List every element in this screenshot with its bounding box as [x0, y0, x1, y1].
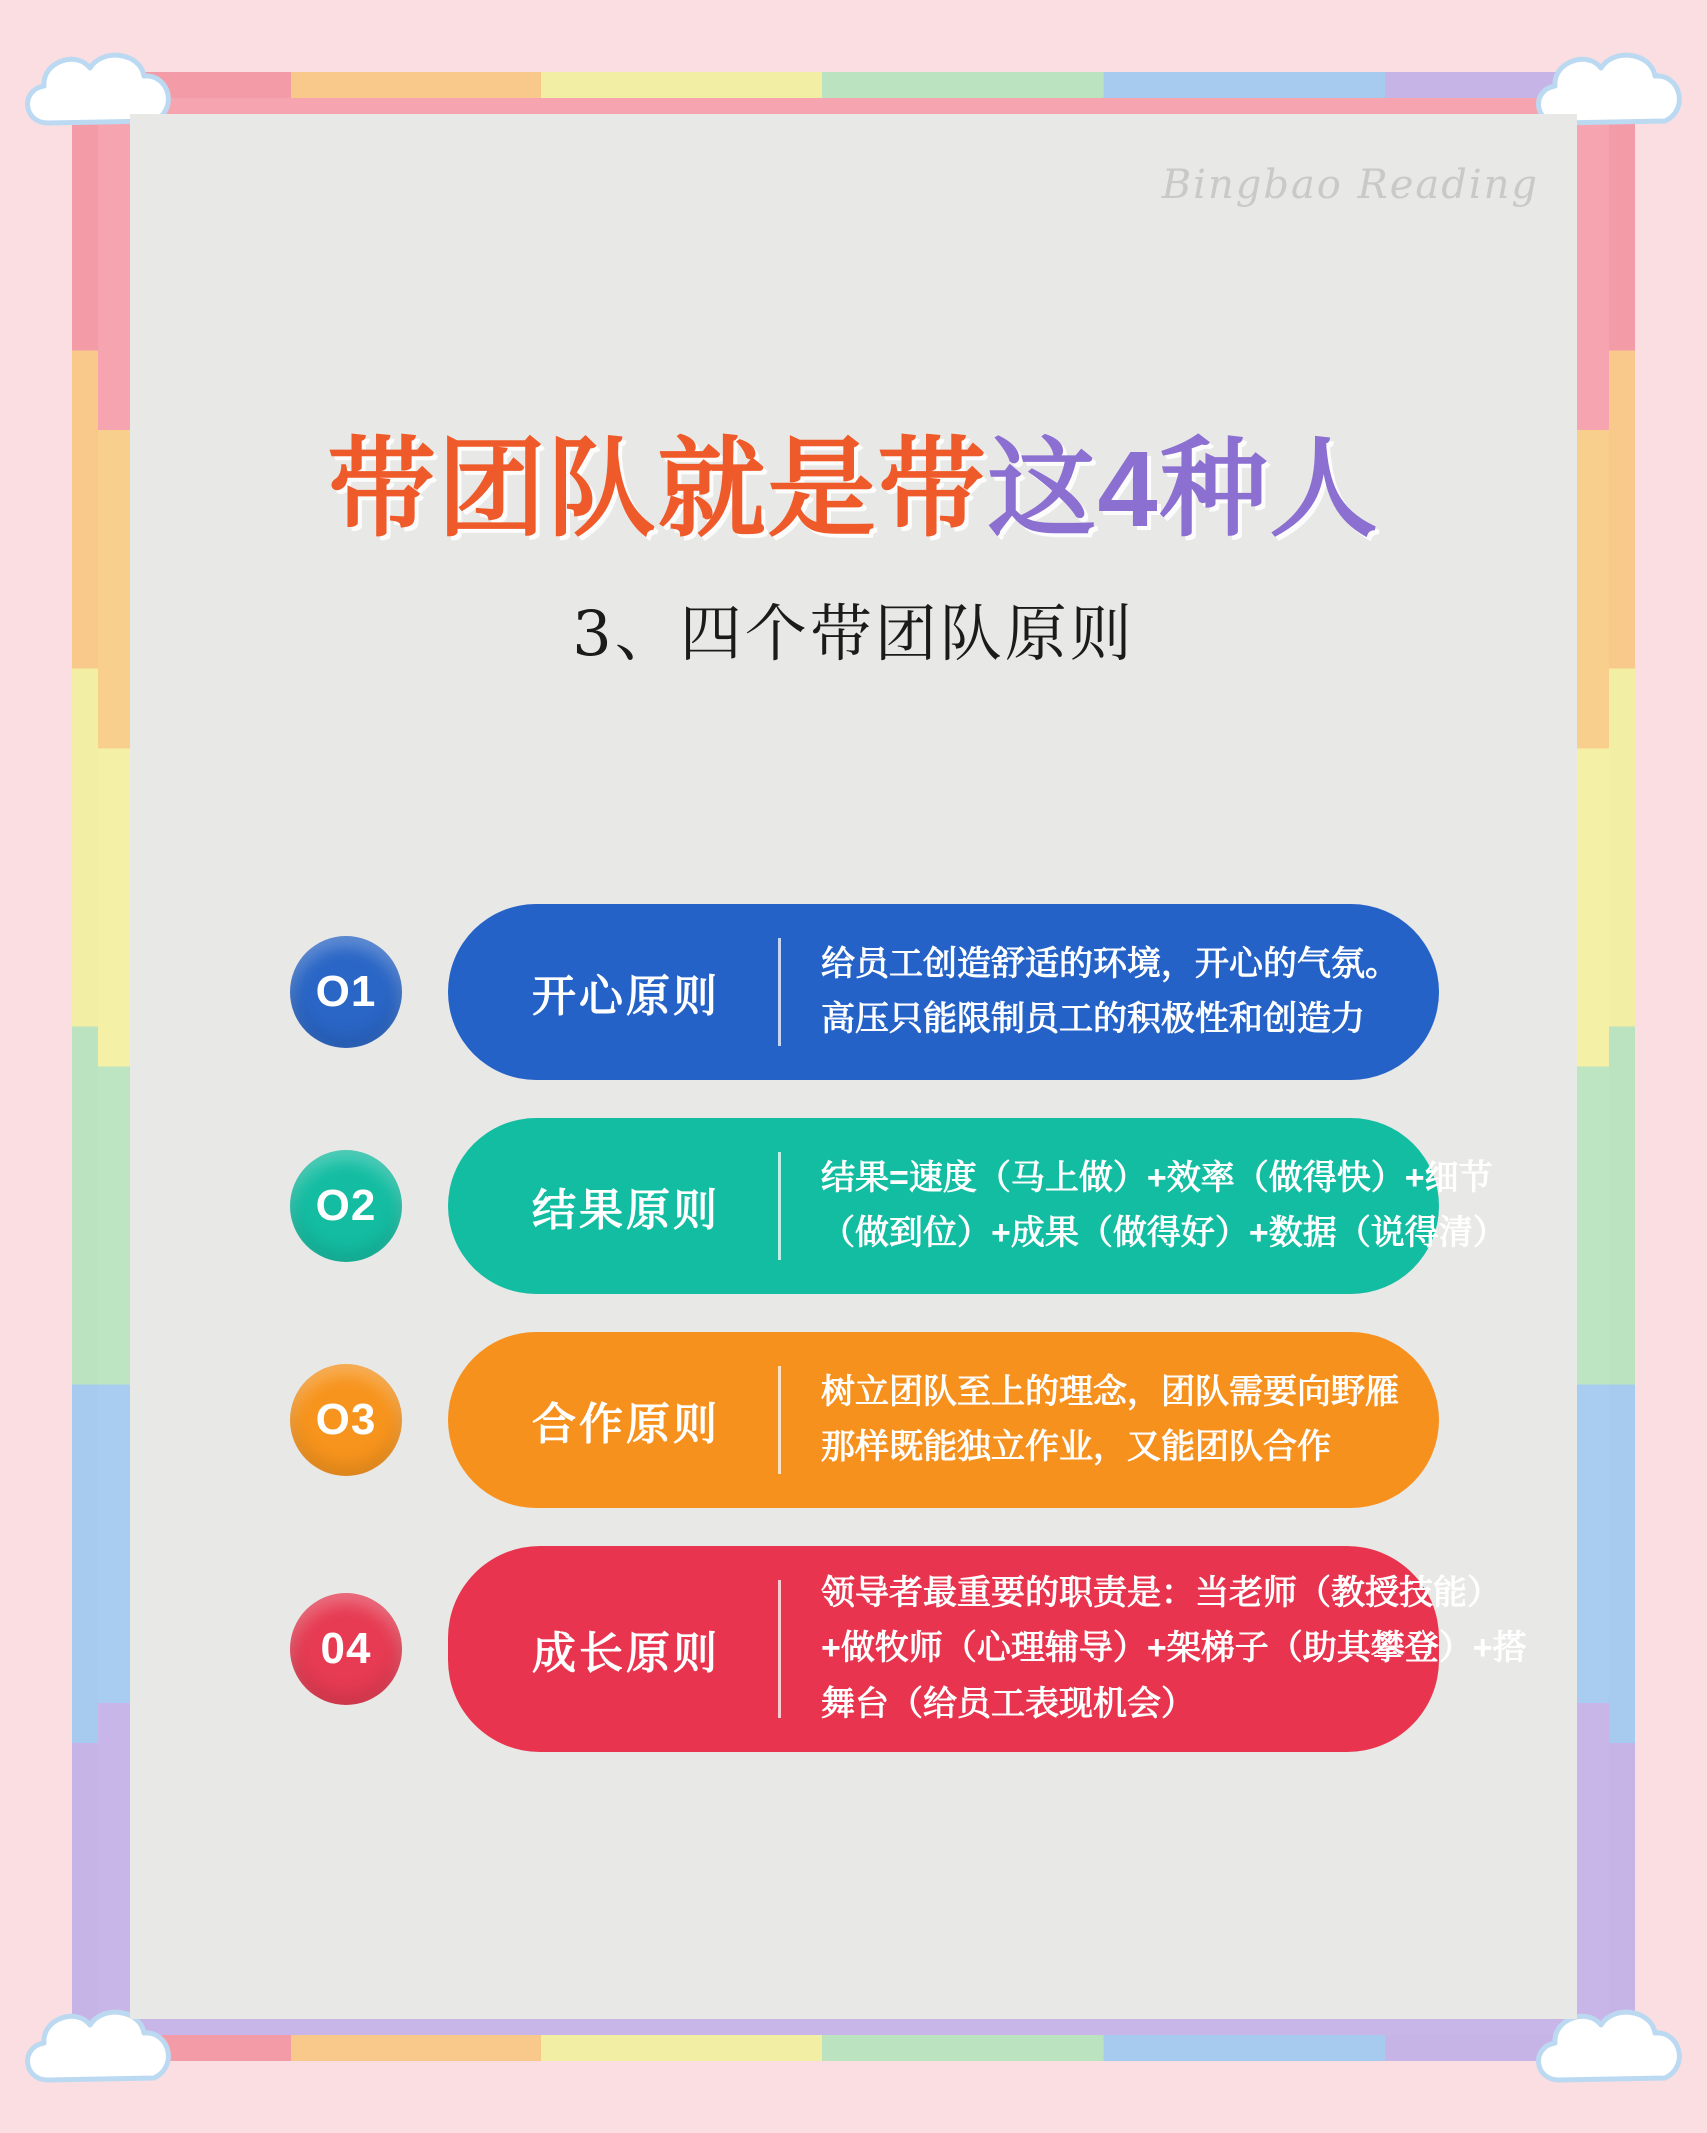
content-card [130, 114, 1577, 2019]
principle-bar-1 [448, 904, 1439, 1080]
page-title [130, 402, 1577, 557]
principle-text-2 [781, 1151, 1541, 1261]
frame-edge-top [72, 72, 1635, 98]
list-item [130, 904, 1577, 1080]
frame-edge-bottom [72, 2035, 1635, 2061]
principle-badge-3: O3 [290, 1364, 402, 1476]
principle-bar-3 [448, 1332, 1439, 1508]
principle-badge-1: O1 [290, 936, 402, 1048]
frame-edge-right [1609, 72, 1635, 2061]
principle-badge-4: 04 [290, 1593, 402, 1705]
principle-label-1: 开心原则 [532, 972, 720, 1021]
principles-list [130, 904, 1577, 1790]
list-item [130, 1546, 1577, 1752]
principle-text-2-line-2: （做到位）+成果（做得好）+数据（说得清） [821, 1214, 1507, 1252]
page-title-part1: 带团队就是带 [327, 428, 988, 549]
principle-text-4-line-2: +做牧师（心理辅导）+架梯子（助其攀登）+搭 [821, 1629, 1527, 1668]
principle-label-2: 结果原则 [532, 1186, 720, 1235]
principle-text-3 [781, 1365, 1439, 1475]
principle-text-1-line-2: 高压只能限制员工的积极性和创造力 [821, 1000, 1365, 1038]
principle-text-1 [781, 937, 1439, 1047]
principle-bar-4 [448, 1546, 1527, 1752]
principle-text-4 [781, 1566, 1561, 1731]
principle-label-3: 合作原则 [532, 1400, 720, 1449]
page-title-part2: 这4种人 [987, 428, 1380, 549]
principle-text-3-line-2: 那样既能独立作业，又能团队合作 [821, 1428, 1331, 1466]
principle-text-4-line-1: 领导者最重要的职责是：当老师（教授技能） [821, 1574, 1501, 1613]
principle-text-4-line-3: 舞台（给员工表现机会） [821, 1684, 1195, 1723]
page-subtitle: 3、四个带团队原则 [572, 597, 1135, 670]
principle-badge-2: O2 [290, 1150, 402, 1262]
principle-text-2-line-1: 结果=速度（马上做）+效率（做得快）+细节 [821, 1158, 1493, 1197]
frame-edge-left [72, 72, 98, 2061]
principle-bar-2 [448, 1118, 1507, 1294]
principle-text-1-line-1: 给员工创造舒适的环境，开心的气氛。 [821, 944, 1399, 983]
list-item [130, 1118, 1577, 1294]
principle-label-4: 成长原则 [532, 1629, 720, 1678]
list-item [130, 1332, 1577, 1508]
watermark-text: Bingbao Reading [1161, 162, 1539, 208]
principle-text-3-line-1: 树立团队至上的理念，团队需要向野雁 [821, 1372, 1399, 1411]
